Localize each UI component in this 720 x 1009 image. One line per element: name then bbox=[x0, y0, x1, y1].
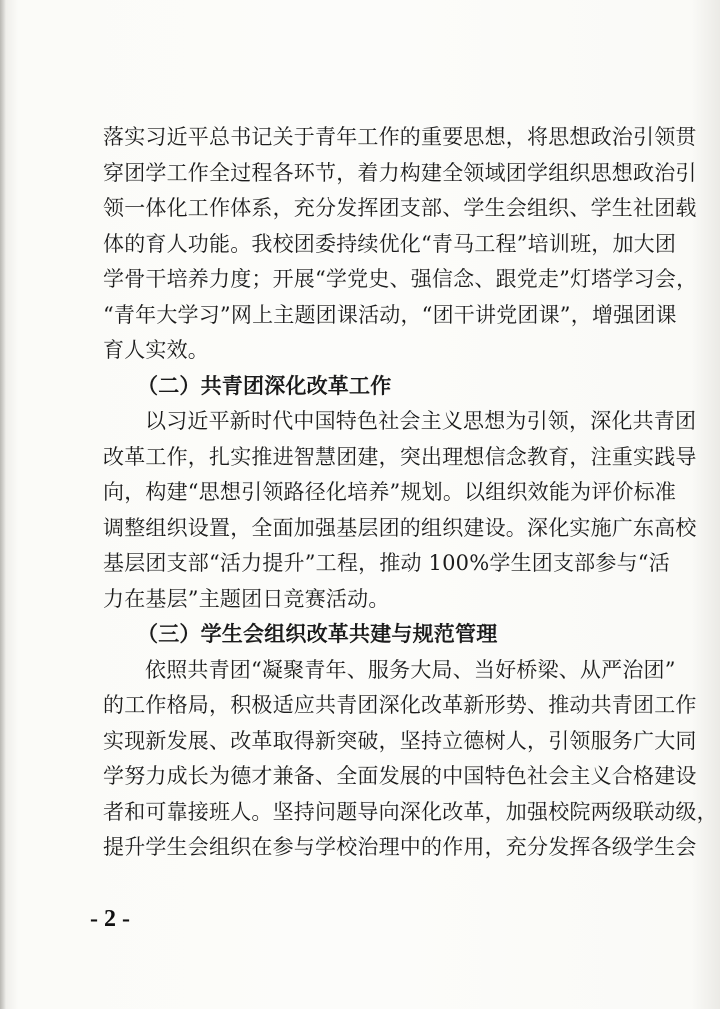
body-line: 领一体化工作体系，充分发挥团支部、学生会组织、学生社团载 bbox=[103, 196, 697, 220]
body-line: 学骨干培养力度；开展“学党史、强信念、跟党走”灯塔学习会， bbox=[103, 267, 698, 291]
section-three-line: 提升学生会组织在参与学校治理中的作用，充分发挥各级学生会 bbox=[103, 835, 697, 859]
section-two-line: 以习近平新时代中国特色社会主义思想为引领，深化共青团 bbox=[145, 409, 697, 433]
page-number: - 2 - bbox=[90, 906, 130, 932]
body-line: 穿团学工作全过程各环节，着力构建全领域团学组织思想政治引 bbox=[103, 160, 697, 185]
body-line: 落实习近平总书记关于青年工作的重要思想，将思想政治引领贯 bbox=[103, 125, 697, 149]
body-line: 体的育人功能。我校团委持续优化“青马工程”培训班，加大团 bbox=[103, 231, 677, 256]
section-three-line: 的工作格局，积极适应共青团深化改革新形势、推动共青团工作 bbox=[103, 693, 697, 717]
scan-edge-shadow bbox=[0, 0, 6, 1009]
section-three-line: 依照共青团“凝聚青年、服务大局、当好桥梁、从严治团” bbox=[145, 657, 676, 682]
section-three-line: 学努力成长为德才兼备、全面发展的中国特色社会主义合格建设 bbox=[103, 764, 697, 788]
section-two-heading: （二）共青团深化改革工作 bbox=[137, 373, 392, 398]
section-two-line: 调整组织设置，全面加强基层团的组织建设。深化实施广东高校 bbox=[103, 515, 697, 540]
section-three-line: 实现新发展、改革取得新突破，坚持立德树人，引领服务广大同 bbox=[103, 728, 697, 753]
document-body bbox=[103, 120, 718, 866]
section-three-line: 者和可靠接班人。坚持问题导向深化改革，加强校院两级联动级， bbox=[103, 799, 718, 824]
body-line: 育人实效。 bbox=[103, 338, 209, 362]
section-two-line: 力在基层”主题团日竞赛活动。 bbox=[103, 586, 390, 611]
section-two-line: 改革工作，扎实推进智慧团建，突出理想信念教育，注重实践导 bbox=[103, 444, 697, 469]
section-two-line: 向，构建“思想引领路径化培养”规划。以组织效能为评价标准 bbox=[103, 480, 677, 504]
section-three-heading: （三）学生会组织改革共建与规范管理 bbox=[137, 622, 498, 646]
section-two-line: 基层团支部“活力提升”工程，推动 100%学生团支部参与“活 bbox=[103, 551, 670, 575]
body-line: “青年大学习”网上主题团课活动，“团干讲党团课”，增强团课 bbox=[103, 302, 677, 327]
